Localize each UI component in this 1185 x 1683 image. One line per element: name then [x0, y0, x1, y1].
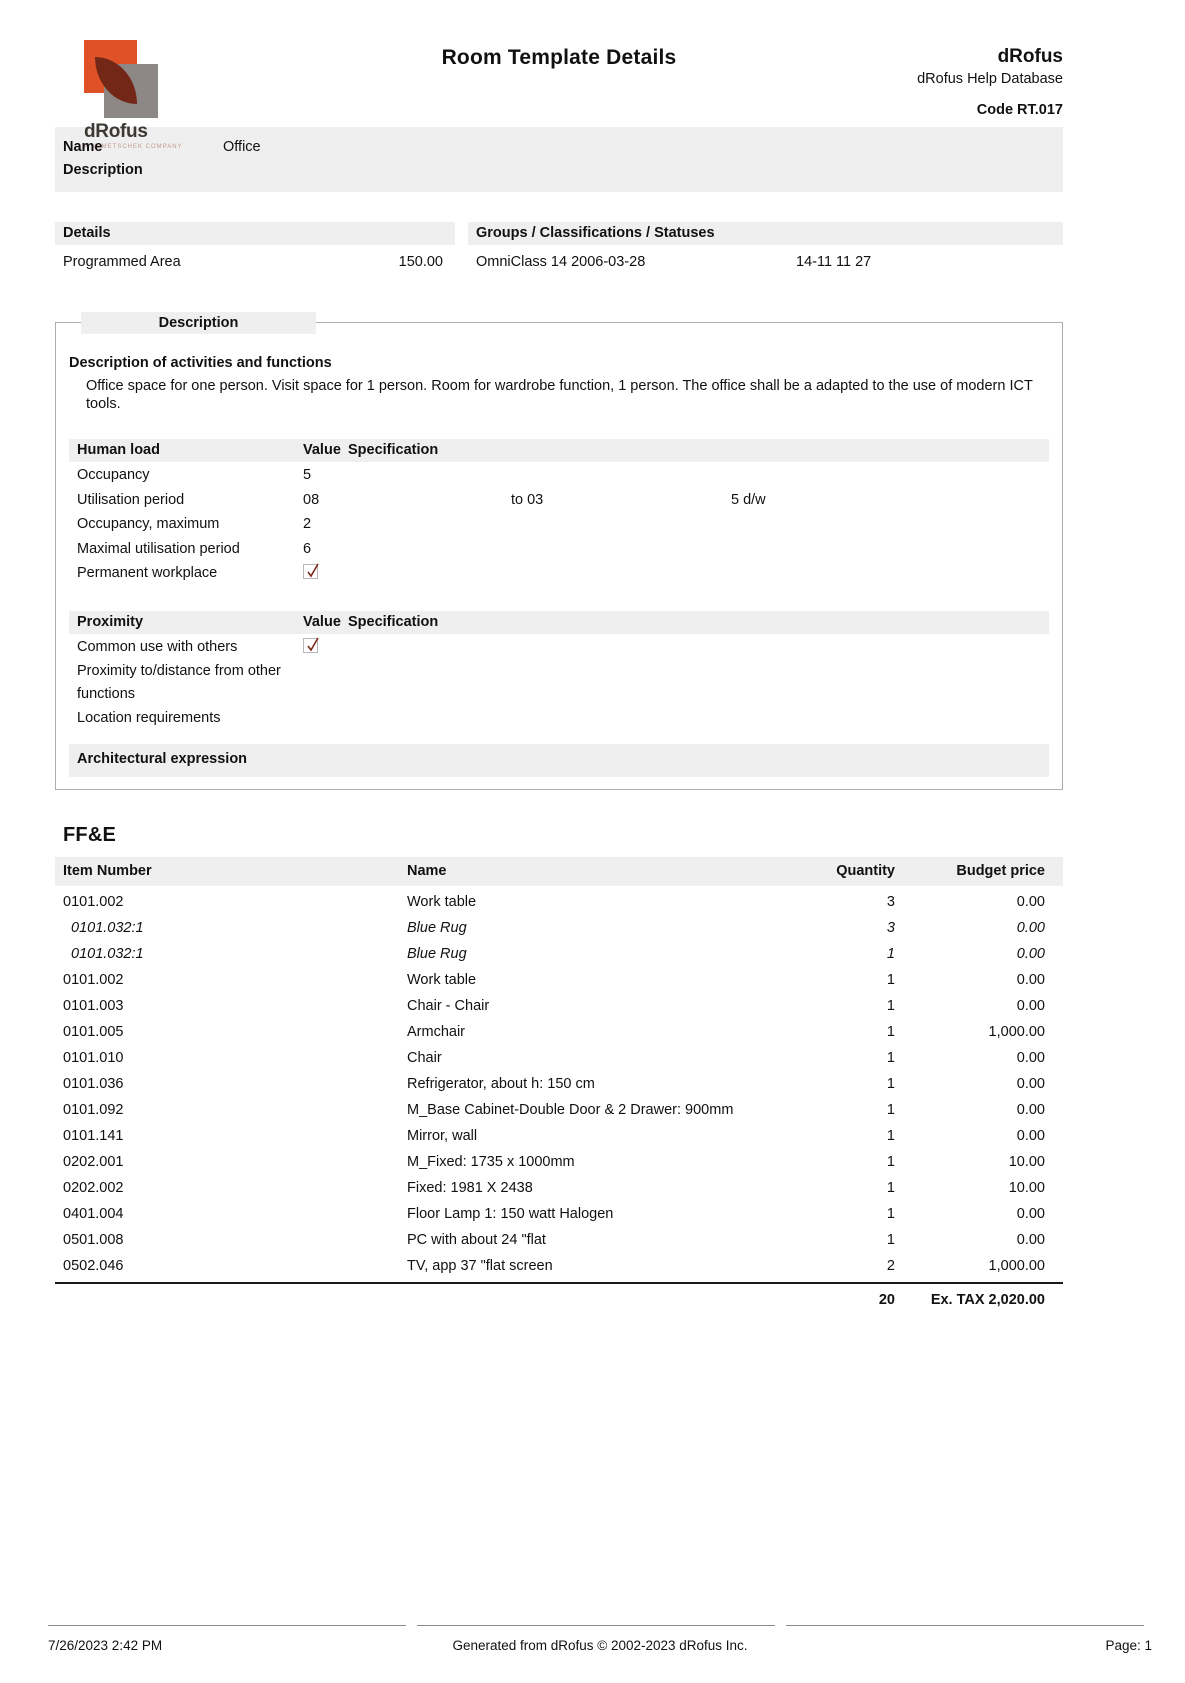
ffe-total-quantity: 20: [878, 1291, 895, 1308]
row-label: Permanent workplace: [77, 565, 218, 581]
row-value: [303, 489, 511, 512]
ffe-item-quantity: 3: [886, 919, 895, 936]
ffe-item-price: 0.00: [1016, 945, 1045, 962]
proximity-row: [69, 636, 1049, 659]
ffe-item-quantity: 2: [886, 1257, 895, 1274]
human-load-row: [69, 464, 1049, 487]
ffe-item-name: TV, app 37 "flat screen: [407, 1257, 553, 1274]
proximity-row: [69, 660, 1049, 705]
ffe-item-price: 0.00: [1016, 971, 1045, 988]
row-spec1: [511, 636, 731, 659]
ffe-item-name: Floor Lamp 1: 150 watt Halogen: [407, 1205, 614, 1222]
human-load-col2: Value: [303, 442, 341, 458]
row-label: Proximity to/distance from other functions: [77, 663, 281, 702]
ffe-row: [55, 1045, 1063, 1071]
row-value: [303, 464, 511, 487]
ffe-item-name: M_Fixed: 1735 x 1000mm: [407, 1153, 575, 1170]
report-footer: [48, 1625, 1152, 1653]
ffe-item-price: 0.00: [1016, 1075, 1045, 1092]
row-value: [303, 562, 511, 585]
ffe-item-quantity: 1: [886, 1153, 895, 1170]
name-row: [63, 136, 1055, 159]
ffe-item-name: M_Base Cabinet-Double Door & 2 Drawer: 900mm: [407, 1101, 734, 1118]
ffe-item-quantity: 1: [886, 971, 895, 988]
database-name: dRofus Help Database: [917, 71, 1063, 87]
row-spec1: [511, 660, 731, 705]
proximity-header: [69, 611, 1049, 634]
ffe-item-price: 0.00: [1016, 1101, 1045, 1118]
ffe-title: FF&E: [63, 823, 117, 846]
header-right: [763, 38, 1063, 87]
row-spec2: [731, 562, 1049, 585]
row-spec2: [731, 636, 1049, 659]
ffe-item-name: Work table: [407, 971, 477, 988]
ffe-col-item-number: Item Number: [63, 862, 152, 879]
row-spec1: [511, 513, 731, 536]
ffe-item-price: 10.00: [1008, 1179, 1045, 1196]
ffe-item-name: Blue Rug: [407, 919, 467, 936]
name-value: Office: [223, 139, 261, 155]
ffe-col-name: Name: [407, 862, 447, 879]
human-load-col3: Specification: [348, 442, 439, 458]
ffe-item-quantity: 1: [886, 1023, 895, 1040]
proximity-col3: Specification: [348, 613, 439, 630]
ffe-item-number: 0101.092: [63, 1101, 124, 1118]
ffe-item-quantity: 1: [886, 997, 895, 1014]
ffe-row: [55, 941, 1063, 967]
ffe-item-number: 0101.003: [63, 997, 124, 1014]
groups-column: [468, 222, 1063, 271]
ffe-item-quantity: 1: [886, 1127, 895, 1144]
ffe-item-name: Chair: [407, 1049, 442, 1066]
row-value: [303, 707, 511, 730]
row-label: Utilisation period: [77, 491, 185, 508]
ffe-row: [55, 1227, 1063, 1253]
drofus-logo-icon: [84, 38, 160, 120]
row-value: [303, 660, 511, 705]
checkbox-checked-icon: [303, 564, 318, 579]
ffe-item-price: 0.00: [1016, 1049, 1045, 1066]
ffe-item-number: 0101.005: [63, 1023, 124, 1040]
ffe-item-number: 0101.032:1: [71, 919, 144, 936]
row-spec2: [731, 707, 1049, 730]
ffe-item-number: 0502.046: [63, 1257, 124, 1274]
ffe-total-rule: [55, 1282, 1063, 1284]
ffe-row: [55, 1097, 1063, 1123]
ffe-item-number: 0401.004: [63, 1205, 124, 1222]
ffe-item-name: Chair - Chair: [407, 997, 490, 1014]
groups-heading: Groups / Classifications / Statuses: [468, 222, 1063, 245]
human-load-row: [69, 513, 1049, 536]
details-row: [55, 245, 455, 271]
row-label: Occupancy: [77, 467, 150, 483]
footer-divider: [48, 1625, 1152, 1626]
ffe-row: [55, 1071, 1063, 1097]
ffe-item-quantity: 1: [886, 1231, 895, 1248]
ffe-table-header: [55, 857, 1063, 886]
ffe-row: [55, 1175, 1063, 1201]
ffe-item-quantity: 3: [886, 893, 895, 910]
ffe-row: [55, 967, 1063, 993]
ffe-total-price: Ex. TAX 2,020.00: [930, 1291, 1045, 1308]
groups-row-label: OmniClass 14 2006-03-28: [476, 254, 646, 270]
details-row-value: 150.00: [398, 254, 443, 270]
ffe-item-price: 0.00: [1016, 919, 1045, 936]
groups-row-value: 14-11 11 27: [796, 254, 872, 270]
description-label: Description: [63, 162, 143, 178]
ffe-item-number: 0101.141: [63, 1127, 124, 1144]
ffe-item-price: 0.00: [1016, 1127, 1045, 1144]
row-spec1: [511, 707, 731, 730]
ffe-total-row: [55, 1287, 1063, 1313]
activities-text: Office space for one person. Visit space for 1 person. Room for wardrobe function, 1 person. The office shall be a adapted to the use of modern ICT tools.: [86, 378, 1033, 412]
name-label: Name: [63, 139, 103, 155]
checkbox-checked-icon: [303, 638, 318, 653]
ffe-item-price: 0.00: [1016, 893, 1045, 910]
ffe-item-quantity: 1: [886, 1049, 895, 1066]
ffe-item-number: 0101.002: [63, 971, 124, 988]
ffe-item-number: 0101.002: [63, 893, 124, 910]
drofus-logo: [55, 38, 355, 150]
ffe-item-name: Refrigerator, about h: 150 cm: [407, 1075, 595, 1092]
ffe-row: [55, 1149, 1063, 1175]
org-name: dRofus: [997, 46, 1063, 67]
row-value-text: 2: [303, 516, 312, 532]
ffe-item-number: 0101.032:1: [71, 945, 144, 962]
ffe-item-price: 0.00: [1016, 1231, 1045, 1248]
human-load-row: [69, 489, 1049, 512]
row-spec1: [511, 538, 731, 561]
ffe-item-quantity: 1: [886, 1075, 895, 1092]
ffe-item-number: 0202.001: [63, 1153, 124, 1170]
ffe-item-quantity: 1: [886, 945, 895, 962]
row-spec1: [511, 562, 731, 585]
ffe-item-quantity: 1: [886, 1101, 895, 1118]
ffe-item-name: Armchair: [407, 1023, 466, 1040]
ffe-item-price: 10.00: [1008, 1153, 1045, 1170]
row-value: [303, 513, 511, 536]
identity-section: [55, 127, 1063, 192]
row-value-text: 6: [303, 540, 312, 557]
ffe-item-quantity: 1: [886, 1205, 895, 1222]
proximity-col2: Value: [303, 613, 341, 630]
footer-page-number: Page: 1: [1105, 1638, 1152, 1653]
details-row-label: Programmed Area: [63, 254, 181, 270]
ffe-item-number: 0501.008: [63, 1231, 124, 1248]
row-spec2: [731, 513, 1049, 536]
groups-row: [468, 245, 1063, 271]
human-load-row: [69, 562, 1049, 585]
ffe-item-name: Work table: [407, 893, 477, 910]
row-label: Location requirements: [77, 710, 221, 726]
ffe-item-price: 1,000.00: [988, 1023, 1045, 1040]
ffe-row: [55, 1019, 1063, 1045]
ffe-item-price: 0.00: [1016, 1205, 1045, 1222]
ffe-row: [55, 1123, 1063, 1149]
ffe-row: [55, 889, 1063, 915]
row-spec2: [731, 464, 1049, 487]
ffe-item-price: 0.00: [1016, 997, 1045, 1014]
description-row: [63, 159, 1055, 182]
details-heading: Details: [55, 222, 455, 245]
ffe-row: [55, 915, 1063, 941]
details-groups-section: [55, 222, 1063, 271]
page-title: Room Template Details: [441, 46, 677, 69]
logo-tagline: A NEMETSCHEK COMPANY: [84, 144, 183, 150]
row-value-text: 5: [303, 467, 312, 483]
row-value: [303, 636, 511, 659]
human-load-row: [69, 538, 1049, 561]
row-spec1: [511, 464, 731, 487]
human-load-header: [69, 439, 1049, 462]
ffe-item-name: Mirror, wall: [407, 1127, 478, 1144]
footer-datetime: 7/26/2023 2:42 PM: [48, 1638, 163, 1653]
ffe-item-name: Blue Rug: [407, 945, 467, 962]
description-box: [55, 315, 1063, 790]
ffe-item-price: 1,000.00: [988, 1257, 1045, 1274]
row-spec2: 5 d/w: [731, 491, 766, 508]
description-box-legend: Description: [81, 312, 316, 334]
template-code: Code RT.017: [976, 102, 1063, 118]
ffe-item-number: 0202.002: [63, 1179, 124, 1196]
footer-generated-text: Generated from dRofus © 2002-2023 dRofus Inc.: [452, 1638, 748, 1653]
row-label: Maximal utilisation period: [77, 540, 240, 557]
ffe-item-quantity: 1: [886, 1179, 895, 1196]
ffe-row: [55, 993, 1063, 1019]
ffe-col-budget-price: Budget price: [956, 862, 1045, 879]
ffe-table-body: [55, 889, 1063, 1279]
proximity-col1: Proximity: [77, 613, 144, 630]
ffe-row: [55, 1201, 1063, 1227]
row-spec1: to 03: [511, 491, 544, 508]
ffe-item-name: Fixed: 1981 X 2438: [407, 1179, 533, 1196]
row-label: Occupancy, maximum: [77, 516, 220, 532]
row-value: [303, 538, 511, 561]
row-label: Common use with others: [77, 638, 238, 655]
proximity-row: [69, 707, 1049, 730]
proximity-table: [69, 611, 1049, 730]
row-value-text: 08: [303, 491, 320, 508]
activities-heading: Description of activities and functions: [69, 355, 332, 371]
ffe-row: [55, 1253, 1063, 1279]
ffe-item-name: PC with about 24 "flat: [407, 1231, 546, 1248]
architectural-expression-heading: Architectural expression: [69, 744, 1049, 777]
ffe-item-number: 0101.010: [63, 1049, 124, 1066]
human-load-col1: Human load: [77, 442, 160, 458]
logo-brand-text: dRofus: [84, 121, 148, 142]
ffe-item-number: 0101.036: [63, 1075, 124, 1092]
ffe-col-quantity: Quantity: [836, 862, 895, 879]
row-spec2: [731, 538, 1049, 561]
row-spec2: [731, 660, 1049, 705]
human-load-table: [69, 439, 1049, 585]
details-column: [55, 222, 455, 271]
